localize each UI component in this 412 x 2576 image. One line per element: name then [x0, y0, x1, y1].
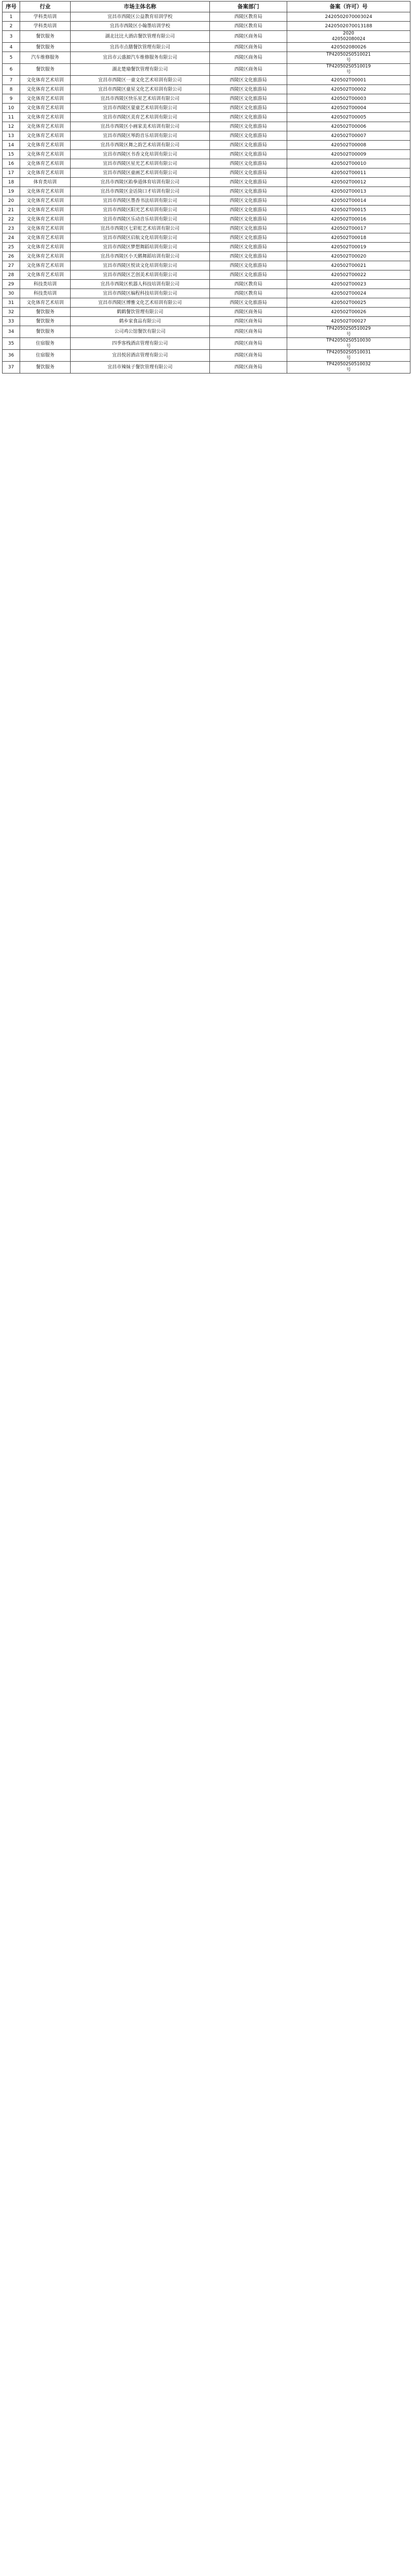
cell-department: 西陵区文化旅游局 — [210, 243, 287, 252]
cell-entity-name: 宜昌市西陵区公益教育培训学校 — [71, 12, 210, 22]
cell-license-number: 2420502070013188 — [287, 22, 410, 31]
cell-industry: 文化体育艺术培训 — [20, 206, 71, 215]
cell-index: 11 — [3, 113, 20, 122]
cell-industry: 文化体育艺术培训 — [20, 270, 71, 280]
table-row — [3, 85, 410, 94]
cell-index: 21 — [3, 206, 20, 215]
cell-department: 西陵区文化旅游局 — [210, 85, 287, 94]
table-row — [3, 64, 410, 76]
cell-index: 29 — [3, 280, 20, 289]
table-row — [3, 308, 410, 317]
cell-industry: 餐饮服务 — [20, 64, 71, 76]
cell-license-number: 420502T00024 — [287, 289, 410, 298]
cell-license-number: 420502T00006 — [287, 122, 410, 131]
cell-index: 3 — [3, 31, 20, 43]
table-row — [3, 187, 410, 196]
cell-license-number: 420502T00016 — [287, 215, 410, 224]
column-header-index: 序号 — [3, 2, 20, 12]
cell-index: 31 — [3, 298, 20, 308]
cell-license-number: 420502T00005 — [287, 113, 410, 122]
cell-index: 12 — [3, 122, 20, 131]
cell-entity-name: 宜昌市西陵区博雅文化艺术培训有限公司 — [71, 298, 210, 308]
cell-license-number: 420502T00021 — [287, 261, 410, 270]
cell-index: 35 — [3, 338, 20, 350]
cell-index: 36 — [3, 350, 20, 362]
cell-industry: 文化体育艺术培训 — [20, 85, 71, 94]
cell-department: 西陵区文化旅游局 — [210, 233, 287, 243]
table-row — [3, 298, 410, 308]
cell-entity-name: 四季客栈酒店管理有限公司 — [71, 338, 210, 350]
cell-license-number: 420502T00020 — [287, 252, 410, 261]
table-row — [3, 168, 410, 178]
table-body — [3, 12, 410, 374]
cell-department: 西陵区文化旅游局 — [210, 104, 287, 113]
cell-index: 17 — [3, 168, 20, 178]
cell-license-number: 420502T00001 — [287, 76, 410, 85]
cell-entity-name: 宜昌市西陵区阳光艺术培训有限公司 — [71, 206, 210, 215]
table-row — [3, 122, 410, 131]
table-row — [3, 52, 410, 64]
table-row — [3, 215, 410, 224]
cell-entity-name: 宜昌市西陵区编程科技培训有限公司 — [71, 289, 210, 298]
cell-index: 18 — [3, 178, 20, 187]
table-row — [3, 150, 410, 159]
cell-industry: 餐饮服务 — [20, 326, 71, 338]
table-row — [3, 350, 410, 362]
column-header-industry: 行业 — [20, 2, 71, 12]
cell-department: 西陵区商务局 — [210, 317, 287, 326]
cell-entity-name: 宜昌市西陵区七彩虹艺术培训有限公司 — [71, 224, 210, 233]
table-row — [3, 206, 410, 215]
table-row — [3, 270, 410, 280]
column-header-license-number: 备案（许可）号 — [287, 2, 410, 12]
cell-index: 16 — [3, 159, 20, 168]
table-row — [3, 94, 410, 104]
cell-department: 西陵区商务局 — [210, 362, 287, 374]
cell-license-number: TP420502S0510030 号 — [287, 338, 410, 350]
cell-industry: 餐饮服务 — [20, 31, 71, 43]
table-row — [3, 12, 410, 22]
cell-industry: 住宿服务 — [20, 338, 71, 350]
cell-entity-name: 宜昌市西陵区书香文化培训有限公司 — [71, 150, 210, 159]
cell-department: 西陵区教育局 — [210, 280, 287, 289]
cell-entity-name: 宜昌市点膳餐饮管理有限公司 — [71, 43, 210, 52]
cell-department: 西陵区文化旅游局 — [210, 150, 287, 159]
cell-license-number: 420502T00008 — [287, 141, 410, 150]
cell-entity-name: 宜昌悦居酒店管理有限公司 — [71, 350, 210, 362]
cell-license-number: 2420502070003024 — [287, 12, 410, 22]
cell-industry: 汽车维修服务 — [20, 52, 71, 64]
cell-license-number: 420502T00018 — [287, 233, 410, 243]
cell-industry: 文化体育艺术培训 — [20, 104, 71, 113]
cell-index: 1 — [3, 12, 20, 22]
cell-department: 西陵区教育局 — [210, 22, 287, 31]
cell-industry: 文化体育艺术培训 — [20, 215, 71, 224]
cell-entity-name: 公司鸡公馆餐饮有限公司 — [71, 326, 210, 338]
table-row — [3, 178, 410, 187]
cell-index: 10 — [3, 104, 20, 113]
cell-index: 20 — [3, 196, 20, 206]
cell-entity-name: 宜昌市西陵区金话筒口才培训有限公司 — [71, 187, 210, 196]
table-row — [3, 43, 410, 52]
table-row — [3, 261, 410, 270]
cell-entity-name: 宜昌市西陵区一童文化艺术培训有限公司 — [71, 76, 210, 85]
table-row — [3, 252, 410, 261]
cell-department: 西陵区商务局 — [210, 308, 287, 317]
cell-industry: 科技类培训 — [20, 289, 71, 298]
cell-industry: 餐饮服务 — [20, 43, 71, 52]
cell-entity-name: 宜昌市西陵区悦读文化培训有限公司 — [71, 261, 210, 270]
cell-license-number: 420502T00019 — [287, 243, 410, 252]
cell-industry: 住宿服务 — [20, 350, 71, 362]
cell-license-number: TP420502S0510019 号 — [287, 64, 410, 76]
cell-index: 7 — [3, 76, 20, 85]
registration-table — [2, 1, 410, 374]
cell-entity-name: 宜昌市西陵区星光艺术培训有限公司 — [71, 159, 210, 168]
cell-index: 33 — [3, 317, 20, 326]
cell-license-number: 420502T00007 — [287, 131, 410, 141]
cell-entity-name: 宜昌市西陵区小翰墨培训学校 — [71, 22, 210, 31]
cell-department: 西陵区文化旅游局 — [210, 215, 287, 224]
cell-department: 西陵区文化旅游局 — [210, 113, 287, 122]
table-row — [3, 113, 410, 122]
cell-industry: 学科类培训 — [20, 22, 71, 31]
table-row — [3, 104, 410, 113]
cell-department: 西陵区文化旅游局 — [210, 298, 287, 308]
table-row — [3, 31, 410, 43]
cell-entity-name: 宜昌市西陵区美育艺术培训有限公司 — [71, 113, 210, 122]
cell-industry: 学科类培训 — [20, 12, 71, 22]
cell-industry: 体育类培训 — [20, 178, 71, 187]
cell-index: 4 — [3, 43, 20, 52]
table-row — [3, 159, 410, 168]
column-header-entity-name: 市场主体名称 — [71, 2, 210, 12]
cell-index: 9 — [3, 94, 20, 104]
cell-industry: 文化体育艺术培训 — [20, 113, 71, 122]
cell-industry: 文化体育艺术培训 — [20, 224, 71, 233]
cell-entity-name: 宜昌市西陵区小画家美术培训有限公司 — [71, 122, 210, 131]
cell-license-number: 420502T00003 — [287, 94, 410, 104]
cell-department: 西陵区文化旅游局 — [210, 178, 287, 187]
cell-industry: 文化体育艺术培训 — [20, 261, 71, 270]
cell-industry: 餐饮服务 — [20, 308, 71, 317]
cell-index: 15 — [3, 150, 20, 159]
table-row — [3, 326, 410, 338]
cell-department: 西陵区商务局 — [210, 350, 287, 362]
cell-index: 28 — [3, 270, 20, 280]
table-row — [3, 131, 410, 141]
cell-department: 西陵区教育局 — [210, 12, 287, 22]
cell-entity-name: 宜昌市西陵区机器人科技培训有限公司 — [71, 280, 210, 289]
cell-entity-name: 湖北比比大酒店餐饮管理有限公司 — [71, 31, 210, 43]
cell-entity-name: 宜昌市西陵区蒙童艺术培训有限公司 — [71, 104, 210, 113]
cell-index: 32 — [3, 308, 20, 317]
table-row — [3, 289, 410, 298]
cell-entity-name: 宜昌市西陵区琴韵音乐培训有限公司 — [71, 131, 210, 141]
cell-license-number: 420502T00009 — [287, 150, 410, 159]
column-header-department: 备案部门 — [210, 2, 287, 12]
table-row — [3, 141, 410, 150]
table-row — [3, 196, 410, 206]
cell-department: 西陵区商务局 — [210, 326, 287, 338]
cell-industry: 文化体育艺术培训 — [20, 233, 71, 243]
cell-department: 西陵区商务局 — [210, 64, 287, 76]
table-row — [3, 317, 410, 326]
cell-entity-name: 鹤鹤餐饮管理有限公司 — [71, 308, 210, 317]
cell-entity-name: 宜昌市西陵区舞之韵艺术培训有限公司 — [71, 141, 210, 150]
cell-department: 西陵区文化旅游局 — [210, 196, 287, 206]
cell-department: 西陵区文化旅游局 — [210, 76, 287, 85]
cell-index: 5 — [3, 52, 20, 64]
cell-index: 25 — [3, 243, 20, 252]
cell-license-number: 420502T00023 — [287, 280, 410, 289]
header-row — [3, 2, 410, 12]
cell-entity-name: 宜昌市西陵区艺创美术培训有限公司 — [71, 270, 210, 280]
cell-index: 30 — [3, 289, 20, 298]
cell-department: 西陵区教育局 — [210, 289, 287, 298]
cell-license-number: TP420502S0510031 号 — [287, 350, 410, 362]
cell-department: 西陵区文化旅游局 — [210, 187, 287, 196]
cell-department: 西陵区文化旅游局 — [210, 261, 287, 270]
cell-entity-name: 宜昌市西陵区乐动音乐培训有限公司 — [71, 215, 210, 224]
cell-license-number: TP420502S0510029 号 — [287, 326, 410, 338]
cell-index: 14 — [3, 141, 20, 150]
table-header — [3, 2, 410, 12]
cell-industry: 文化体育艺术培训 — [20, 141, 71, 150]
cell-department: 西陵区文化旅游局 — [210, 159, 287, 168]
cell-license-number: 420502080026 — [287, 43, 410, 52]
cell-license-number: 420502T00015 — [287, 206, 410, 215]
cell-license-number: 2020 420502080024 — [287, 31, 410, 43]
cell-index: 2 — [3, 22, 20, 31]
cell-license-number: TP420502S0510032 号 — [287, 362, 410, 374]
cell-department: 西陵区商务局 — [210, 31, 287, 43]
cell-industry: 文化体育艺术培训 — [20, 94, 71, 104]
cell-department: 西陵区文化旅游局 — [210, 131, 287, 141]
cell-entity-name: 宜昌市西陵区梦想舞蹈培训有限公司 — [71, 243, 210, 252]
cell-index: 37 — [3, 362, 20, 374]
cell-industry: 文化体育艺术培训 — [20, 298, 71, 308]
cell-entity-name: 宜昌市西陵区快乐星艺术培训有限公司 — [71, 94, 210, 104]
cell-index: 8 — [3, 85, 20, 94]
cell-department: 西陵区文化旅游局 — [210, 168, 287, 178]
cell-index: 23 — [3, 224, 20, 233]
cell-index: 6 — [3, 64, 20, 76]
cell-index: 26 — [3, 252, 20, 261]
cell-industry: 文化体育艺术培训 — [20, 76, 71, 85]
cell-department: 西陵区文化旅游局 — [210, 252, 287, 261]
cell-license-number: TP420502S0510021 号 — [287, 52, 410, 64]
cell-entity-name: 宜昌市西陵区启航文化培训有限公司 — [71, 233, 210, 243]
cell-department: 西陵区文化旅游局 — [210, 206, 287, 215]
cell-industry: 餐饮服务 — [20, 317, 71, 326]
cell-industry: 餐饮服务 — [20, 362, 71, 374]
cell-license-number: 420502T00010 — [287, 159, 410, 168]
cell-license-number: 420502T00022 — [287, 270, 410, 280]
table-row — [3, 233, 410, 243]
table-row — [3, 280, 410, 289]
table-row — [3, 76, 410, 85]
cell-department: 西陵区商务局 — [210, 52, 287, 64]
cell-industry: 科技类培训 — [20, 280, 71, 289]
cell-department: 西陵区文化旅游局 — [210, 224, 287, 233]
cell-department: 西陵区文化旅游局 — [210, 270, 287, 280]
cell-department: 西陵区商务局 — [210, 43, 287, 52]
table-row — [3, 362, 410, 374]
cell-industry: 文化体育艺术培训 — [20, 150, 71, 159]
cell-index: 19 — [3, 187, 20, 196]
cell-license-number: 420502T00027 — [287, 317, 410, 326]
cell-entity-name: 宜昌市西陵区童画艺术培训有限公司 — [71, 168, 210, 178]
cell-entity-name: 宜昌市西陵区童星文化艺术培训有限公司 — [71, 85, 210, 94]
cell-license-number: 420502T00026 — [287, 308, 410, 317]
table-row — [3, 224, 410, 233]
cell-industry: 文化体育艺术培训 — [20, 187, 71, 196]
cell-index: 22 — [3, 215, 20, 224]
cell-license-number: 420502T00017 — [287, 224, 410, 233]
table-row — [3, 243, 410, 252]
cell-entity-name: 宜昌市西陵区跆拳道体育培训有限公司 — [71, 178, 210, 187]
cell-industry: 文化体育艺术培训 — [20, 159, 71, 168]
cell-department: 西陵区文化旅游局 — [210, 122, 287, 131]
cell-entity-name: 鹤乡家食品有限公司 — [71, 317, 210, 326]
cell-index: 24 — [3, 233, 20, 243]
cell-industry: 文化体育艺术培训 — [20, 122, 71, 131]
cell-index: 34 — [3, 326, 20, 338]
cell-industry: 文化体育艺术培训 — [20, 243, 71, 252]
cell-license-number: 420502T00014 — [287, 196, 410, 206]
cell-index: 27 — [3, 261, 20, 270]
cell-license-number: 420502T00004 — [287, 104, 410, 113]
cell-department: 西陵区文化旅游局 — [210, 94, 287, 104]
cell-entity-name: 宜昌市辣妹子餐饮管理有限公司 — [71, 362, 210, 374]
cell-department: 西陵区文化旅游局 — [210, 141, 287, 150]
cell-entity-name: 宜昌市西陵区墨香书法培训有限公司 — [71, 196, 210, 206]
table-row — [3, 338, 410, 350]
cell-license-number: 420502T00013 — [287, 187, 410, 196]
cell-industry: 文化体育艺术培训 — [20, 131, 71, 141]
cell-license-number: 420502T00011 — [287, 168, 410, 178]
cell-department: 西陵区商务局 — [210, 338, 287, 350]
cell-industry: 文化体育艺术培训 — [20, 252, 71, 261]
cell-index: 13 — [3, 131, 20, 141]
cell-license-number: 420502T00012 — [287, 178, 410, 187]
cell-entity-name: 湖北楚瑜餐饮管理有限公司 — [71, 64, 210, 76]
cell-entity-name: 宜昌市西陵区小天鹅舞蹈培训有限公司 — [71, 252, 210, 261]
cell-industry: 文化体育艺术培训 — [20, 196, 71, 206]
cell-license-number: 420502T00002 — [287, 85, 410, 94]
cell-license-number: 420502T00025 — [287, 298, 410, 308]
cell-industry: 文化体育艺术培训 — [20, 168, 71, 178]
table-row — [3, 22, 410, 31]
cell-entity-name: 宜昌市云盛源汽车维修服务有限公司 — [71, 52, 210, 64]
